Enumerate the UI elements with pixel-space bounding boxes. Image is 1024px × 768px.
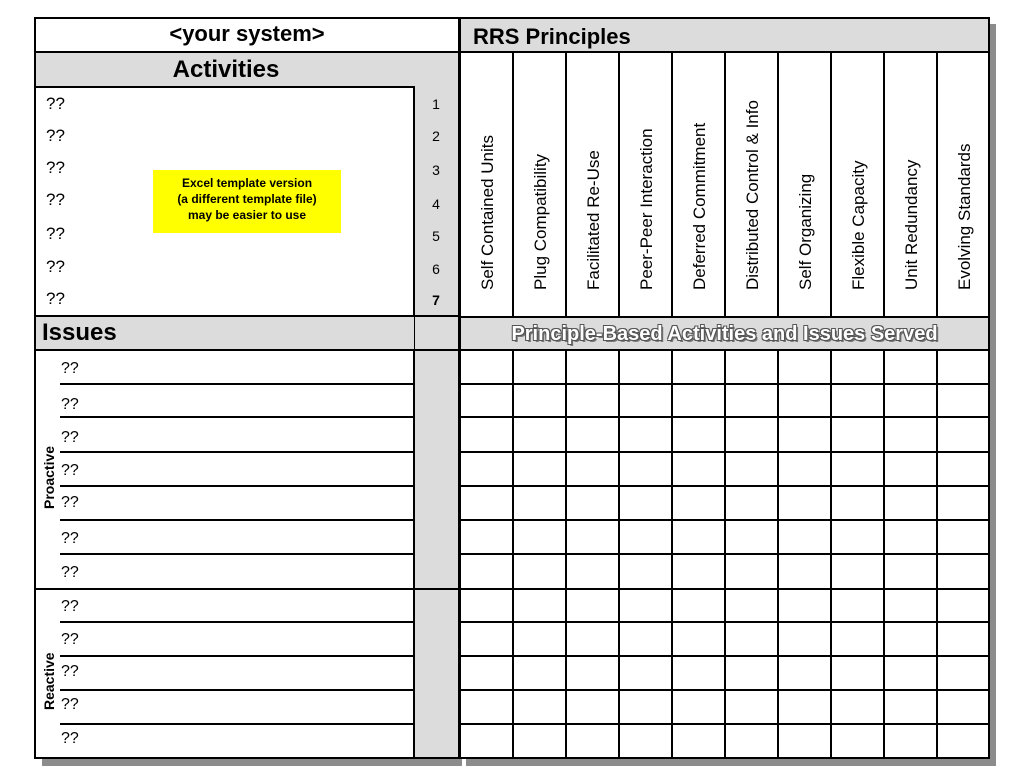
issue-label: ?? (61, 396, 79, 413)
grid-line (618, 51, 620, 316)
grid-line (459, 588, 990, 590)
grid-line (459, 621, 990, 623)
issue-row-line (60, 416, 414, 418)
left-panel (34, 17, 460, 759)
activity-label: ?? (46, 94, 65, 113)
principle-header (461, 51, 514, 316)
excel-template-note (153, 170, 341, 233)
grid-line (459, 416, 990, 418)
principle-label: Facilitated Re-Use (583, 150, 603, 290)
principle-label: Deferred Commitment (689, 122, 709, 290)
principle-header (514, 51, 567, 316)
activity-label: ?? (46, 289, 65, 308)
issue-row-line (60, 723, 414, 725)
issue-row-line (60, 451, 414, 453)
principle-header (726, 51, 779, 316)
note-line: may be easier to use (187, 208, 307, 222)
grid-line (777, 51, 779, 316)
principle-header (885, 51, 938, 316)
issue-row-line (60, 519, 414, 521)
grid-line (512, 51, 514, 316)
activity-label: ?? (46, 126, 65, 145)
issue-label: ?? (61, 462, 79, 479)
principle-header (567, 51, 620, 316)
system-title: <your system> (169, 21, 325, 46)
principle-label: Distributed Control & Info (742, 100, 762, 290)
issue-label: ?? (61, 494, 79, 511)
grid-line (459, 519, 990, 521)
note-line: Excel template version (181, 176, 313, 190)
activity-number: 1 (432, 96, 440, 112)
activity-number: 7 (432, 292, 440, 308)
principle-label: Peer-Peer Interaction (636, 128, 656, 290)
served-title: Principle-Based Activities and Issues Served (511, 323, 938, 345)
divider (34, 86, 416, 88)
issue-label: ?? (61, 631, 79, 648)
grid-line (883, 51, 885, 316)
issue-label: ?? (61, 429, 79, 446)
grid-line (671, 51, 673, 316)
number-column-bg (414, 53, 458, 757)
principle-label: Evolving Standards (954, 143, 974, 290)
grid-line (459, 553, 990, 555)
activity-label: ?? (46, 224, 65, 243)
grid-line (459, 723, 990, 725)
principle-label: Plug Compatibility (530, 153, 550, 290)
issue-row-line (60, 689, 414, 691)
issue-label: ?? (61, 696, 79, 713)
activity-number: 2 (432, 128, 440, 144)
issue-label: ?? (61, 530, 79, 547)
divider (34, 349, 460, 351)
activity-number: 3 (432, 162, 440, 178)
principle-label: Self Organizing (795, 173, 815, 290)
issue-row-line (60, 655, 414, 657)
issue-label: ?? (61, 598, 79, 615)
principle-header (832, 51, 885, 316)
principle-header (779, 51, 832, 316)
grid-line (459, 485, 990, 487)
issue-row-line (60, 553, 414, 555)
activity-label: ?? (46, 257, 65, 276)
activity-label: ?? (46, 158, 65, 177)
grid-line (459, 689, 990, 691)
principle-label: Unit Redundancy (901, 159, 921, 290)
issue-row-line (60, 383, 414, 385)
activities-title: Activities (172, 56, 280, 83)
grid-line (459, 451, 990, 453)
activity-number: 4 (432, 196, 440, 212)
activity-number: 6 (432, 261, 440, 277)
activity-number: 5 (432, 228, 440, 244)
grid-line (459, 655, 990, 657)
issue-label: ?? (61, 730, 79, 747)
issues-title: Issues (42, 319, 117, 346)
activity-label: ?? (46, 190, 65, 209)
reactive-label: Reactive (41, 652, 57, 710)
principle-header (938, 51, 991, 316)
grid-line (565, 51, 567, 316)
issue-label: ?? (61, 564, 79, 581)
issue-label: ?? (61, 360, 79, 377)
issue-row-line (60, 485, 414, 487)
note-line: (a different template file) (177, 192, 317, 206)
principle-label: Flexible Capacity (848, 160, 868, 290)
issue-label: ?? (61, 663, 79, 680)
proactive-label: Proactive (41, 445, 57, 509)
rrs-principles-title: RRS Principles (473, 24, 631, 49)
grid-line (936, 51, 938, 316)
section-divider (34, 588, 460, 590)
principle-header (673, 51, 726, 316)
grid-line (724, 51, 726, 316)
issue-row-line (60, 621, 414, 623)
principle-label: Self Contained Units (477, 135, 497, 290)
grid-line (459, 383, 990, 385)
grid-line (830, 51, 832, 316)
principle-header (620, 51, 673, 316)
